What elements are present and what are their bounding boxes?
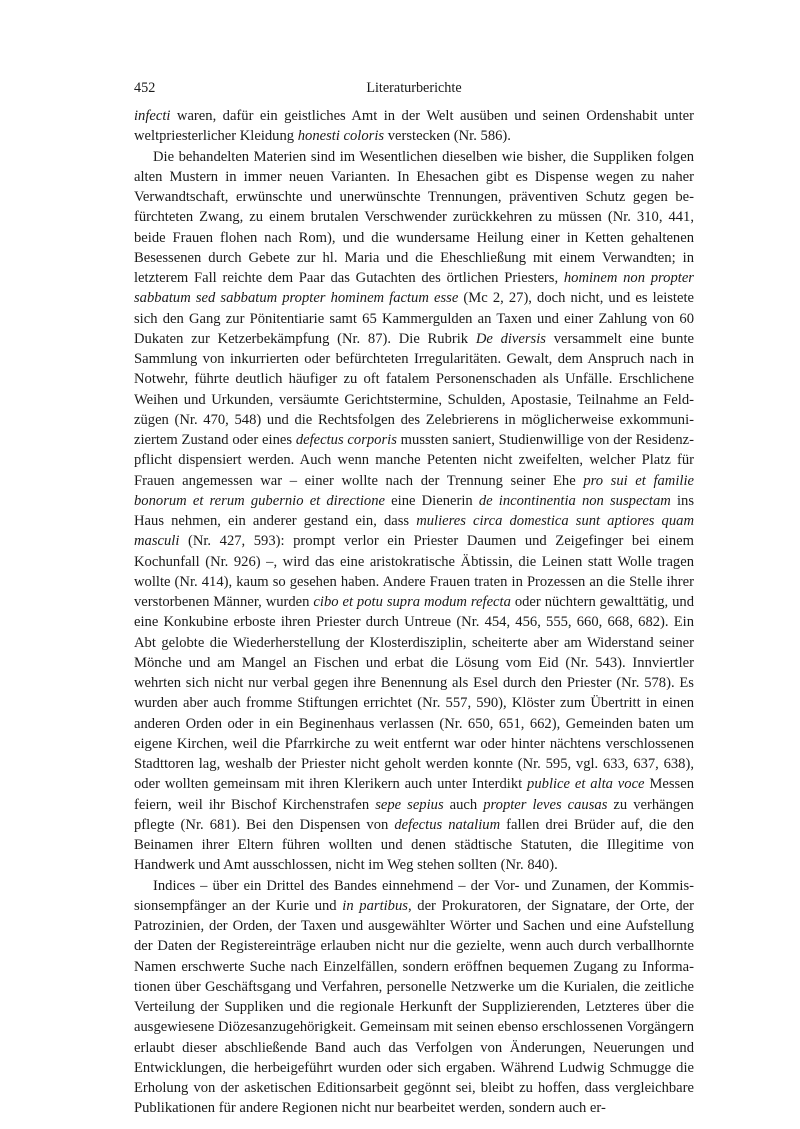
text-run: versammelt eine bunte Sammlung von inkurrierten oder befürchteten Irregularitäten. Gewalt, dem Anspruch nach in Notwehr, führte deutlich häufiger zu oft fatalem Personenschaden als Unfälle. Erschlichene Weihen und Urkunden, versäumte Gerichtstermine, Schulden, Apostasie, Teilnahme an Feldzügen (Nr. 470, 548) und die Rechtsfolgen des Zelebrierens in möglicherweise exkommuniziertem Zustand oder eines (134, 330, 694, 448)
italic-latin-phrase: propter leves causas (483, 796, 608, 813)
paragraph (134, 106, 694, 147)
italic-latin-phrase: hominem non propter sabbatum sed sabbatum propter hominem factum esse (134, 270, 694, 307)
text-run: auch (443, 796, 484, 813)
text-run: fallen drei Brüder auf, die den Beinamen ihrer Eltern führen wollten und denen städtische Statuten, die Illegitime von Handwerk und Amt ausschlossen, nicht im Weg stehen sollten (Nr. 840). (134, 816, 694, 874)
italic-latin-phrase: de incontinentia non suspectam (478, 492, 671, 509)
running-title: Literaturberichte (366, 80, 462, 96)
text-run: zu verhängen pflegte (Nr. 681). Bei den Dispensen von (134, 796, 694, 833)
body-text (134, 106, 694, 1119)
text-run: eine Dienerin (385, 492, 479, 509)
text-run: mussten saniert, Studienwillige von der Residenzpflicht dispensiert werden. Auch wenn manche Petenten nicht zweifelten, welcher Platz für Frauen angemessen war – einer wollte nach der Trennung seiner Ehe (134, 432, 694, 489)
text-run: Messen feiern, weil ihr Bischof Kirchenstrafen (134, 776, 694, 813)
italic-latin-phrase: cibo et potu supra modum refecta (313, 594, 511, 610)
text-run: , der Prokuratoren, der Signatare, der Orte, der Patrozinien, der Orden, der Taxen und ausgewählter Wörter und Sachen und eine Aufstellung der Daten der Registereinträge erlauben nicht nur die gezielte, wenn auch durch verballhornte Namen erschwerte Suche nach Einzelfällen, sondern eröffnen bequemen Zugang zu Informationen über Geschäftsgang und Verfahren, personelle Netzwerke um die Kurialen, die zeitliche Verteilung der Suppliken und die regionale Herkunft der Supplizierenden, Letzteres über die ausgewiesene Diözesanzugehörigkeit. Gemeinsam mit seinen ebenso erschlossenen Vorgängern erlaubt dieser abschließende Band auch das Verfolgen von Änderungen, Neuerungen und Entwicklungen, die herbeigeführt wurden oder sich ergaben. Während Ludwig Schmugge die Erholung von der asketischen Editionsarbeit gegönnt sei, bleibt zu hoffen, dass vergleichbare Publikationen für andere Regionen nicht nur bearbeitet werden, sondern auch er- (134, 897, 695, 1117)
italic-latin-phrase: infecti (134, 108, 171, 124)
italic-latin-phrase: De diversis (475, 330, 546, 347)
running-head (134, 70, 694, 94)
text-run: oder nüchtern gewalttätig, und eine Konkubine erboste ihren Priester durch Untreue (Nr. 454, 456, 555, 660, 668, 682). Ein Abt gelobte die Wiederherstellung der Klosterdisziplin, scheiterte aber am Widerstand seiner Mönche und am Mangel an Fischen und erbat die Lösung vom Eid (Nr. 543). Innviertler wehrten sich nicht nur verbal gegen ihre Benennung als Esel durch den Priester (Nr. 578). Es wurden aber auch fromme Stiftungen errichtet (Nr. 557, 590), Klöster zum Übertritt in einen anderen Orden oder in ein Beginenhaus verlassen (Nr. 650, 651, 662), Gemeinden baten um eigene Kirchen, weil die Pfarrkirche zu weit entfernt war oder hinter nächtens verschlossenen Stadttoren lag, weshalb der Priester nicht geholt werden konnte (Nr. 595, vgl. 633, 637, 638), oder wollten gemeinsam mit ihren Klerikern auch unter Interdikt (134, 594, 695, 793)
italic-latin-phrase: defectus corporis (295, 432, 397, 448)
italic-latin-phrase: honesti coloris (297, 128, 385, 145)
text-run: verstecken (Nr. 586). (384, 128, 511, 145)
paragraph (134, 147, 694, 876)
page-number: 452 (134, 80, 156, 96)
text-run: ins Haus nehmen, ein anderer gestand ein, dass (134, 492, 695, 529)
italic-latin-phrase: defectus natalium (394, 816, 501, 833)
document-page (134, 70, 694, 1119)
italic-latin-phrase: publice et alta voce (527, 776, 645, 793)
paragraph (134, 876, 694, 1119)
text-run: waren, dafür ein geistliches Amt in der Welt ausüben und seinen Ordenshabit unter weltpriesterlicher Kleidung (134, 108, 694, 145)
text-run: Die behandelten Materien sind im Wesentlichen dieselben wie bisher, die Suppliken folgen alten Mustern in immer neuen Varianten. In Ehesachen gibt es Dispense wegen zu naher Verwandtschaft, erwünschte und unerwünschte Trennungen, präventiven Schutz gegen befürchteten Zwang, zu einem brutalen Verschwender zurückkehren zu müssen (Nr. 310, 441, beide Frauen flohen nach Rom), und die wundersame Heilung einer in Ketten gehaltenen Besessenen durch Gebete zur hl. Maria und die Eheschließung mit einem Verwandten; in letzterem Fall reichte dem Paar das Gutachten des örtlichen Priesters, (134, 148, 694, 286)
italic-latin-phrase: sepe sepius (375, 796, 444, 813)
text-run: (Mc 2, 27), doch nicht, und es leistete sich den Gang zur Pönitentiarie samt 65 Kammergulden an Taxen und einer Zahlung von 60 Dukaten zur Ketzerbekämpfung (Nr. 87). Die Rubrik (134, 290, 694, 347)
text-run: Indices – über ein Drittel des Bandes einnehmend – der Vor- und Zunamen, der Kommissionsempfänger an der Kurie und (134, 877, 694, 914)
text-run: (Nr. 427, 593): prompt verlor ein Priester Daumen und Zeigefinger bei einem Kochunfall (Nr. 926) –, wird das eine aristokratische Äbtissin, die Leinen statt Wolle tragen wollte (Nr. 414), kaum so gesehen haben. Andere Frauen traten in Prozessen an die Stelle ihrer verstorbenen Männer, wurden (134, 533, 694, 610)
italic-latin-phrase: mulieres circa domestica sunt aptiores quam masculi (134, 513, 694, 550)
italic-latin-phrase: pro sui et familie bonorum et rerum gubernio et directione (134, 472, 694, 509)
italic-latin-phrase: in partibus (342, 897, 408, 914)
